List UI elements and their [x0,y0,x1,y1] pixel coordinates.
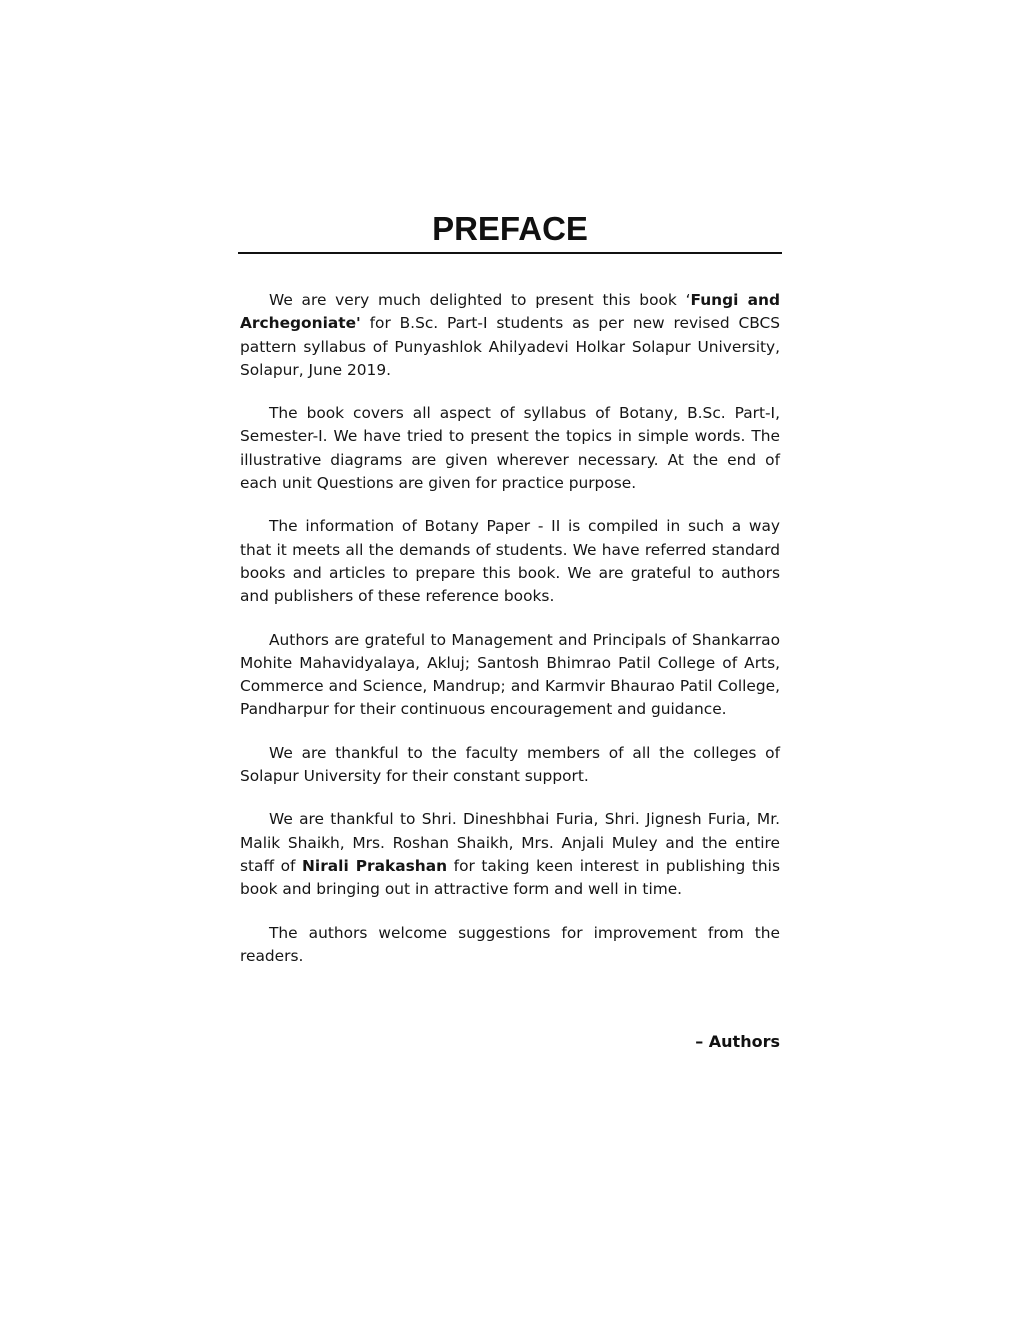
preface-body [238,289,782,968]
paragraph-publisher-pre: We are thankful to Shri. Dineshbhai Furia, Shri. Jignesh Furia, Mr. Malik Shaikh, Mrs. Roshan Shaikh, Mrs. Anjali Muley and the entire staff of [240,810,780,875]
page-title: PREFACE [238,206,782,254]
paragraph-information: The information of Botany Paper - II is compiled in such a way that it meets all the demands of students. We have referred standard books and articles to prepare this book. We are grateful to authors and publishers of these reference books. [240,517,780,606]
paragraph-publisher-post: for taking keen interest in publishing this book and bringing out in attractive form and well in time. [240,856,780,899]
preface-page [238,206,782,1051]
paragraph-intro-post: for B.Sc. Part-I students as per new revised CBCS pattern syllabus of Punyashlok Ahilyadevi Holkar Solapur University, Solapur, June 2019. [240,314,780,379]
paragraph-gratitude-management: Authors are grateful to Management and Principals of Shankarrao Mohite Mahavidyalaya, Akluj; Santosh Bhimrao Patil College of Arts, Commerce and Science, Mandrup; and Karmvir Bhaurao Patil College, Pandharpur for their continuous encouragement and guidance. [240,630,780,719]
paragraph-suggestions: The authors welcome suggestions for improvement from the readers. [240,923,780,965]
authors-signoff: – Authors [695,1032,780,1052]
publisher-name: Nirali Prakashan [302,856,448,875]
paragraph-intro-pre: We are very much delighted to present this book ‘ [269,291,691,309]
paragraph-thanks-publisher [240,808,780,901]
paragraph-thanks-faculty: We are thankful to the faculty members of all the colleges of Solapur University for their constant support. [240,743,780,786]
paragraph-coverage: The book covers all aspect of syllabus of Botany, B.Sc. Part-I, Semester-I. We have tried to present the topics in simple words. The illustrative diagrams are given wherever necessary. At the end of each unit Questions are given for practice purpose. [240,404,780,493]
paragraph-intro [240,289,780,382]
book-title: Fungi and Archegoniate' [240,291,780,333]
